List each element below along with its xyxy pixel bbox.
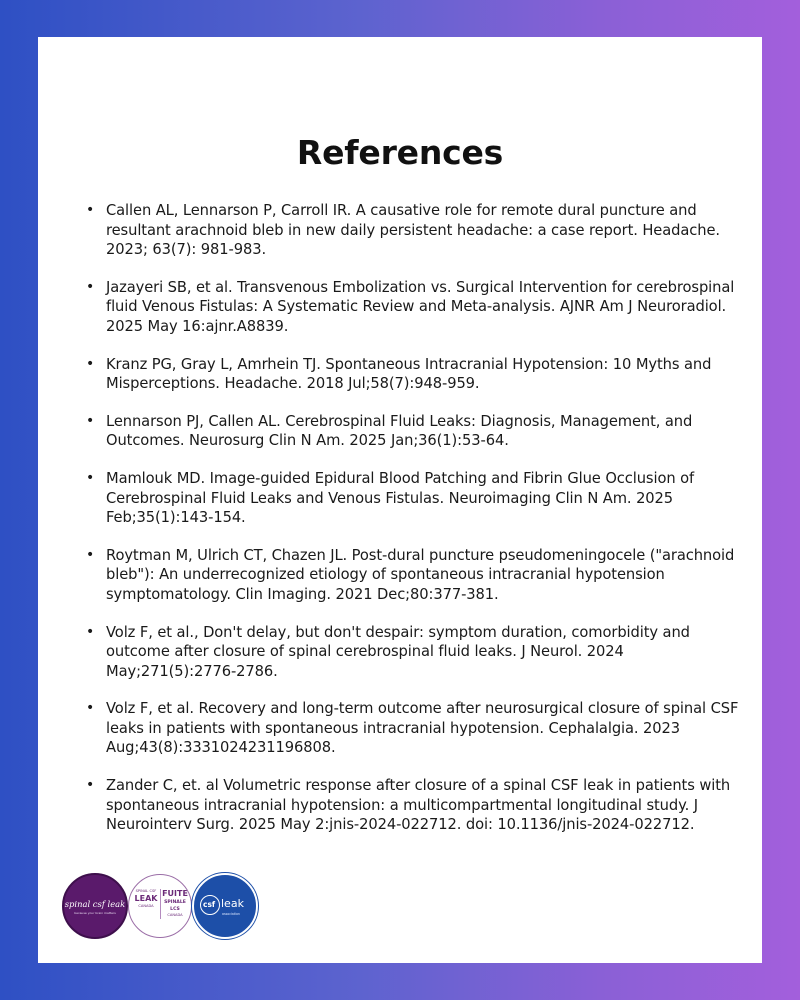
bullet-icon: • <box>86 355 95 372</box>
logo-1-tagline: because your brain matters <box>74 911 116 915</box>
reference-text: Volz F, et al., Don't delay, but don't despair: symptom duration, comorbidity and outcome after closure of spinal cerebrospinal fluid leaks. J Neurol. 2024 May;271(5):2776-2786. <box>106 623 690 680</box>
bullet-icon: • <box>86 469 95 486</box>
reference-text: Callen AL, Lennarson P, Carroll IR. A causative role for remote dural puncture and resultant arachnoid bleb in new daily persistent headache: a case report. Headache. 2023; 63(7): 981-983. <box>106 202 720 259</box>
bullet-icon: • <box>86 777 95 794</box>
logo-2-right-big: FUITE <box>162 889 188 898</box>
reference-text: Volz F, et al. Recovery and long-term outcome after neurosurgical closure of spinal CSF leaks in patients with spontaneous intracranial hypotension. Cephalalgia. 2023 Aug;43(8):3331024231196808. <box>106 700 739 757</box>
logo-3-word: leak <box>221 897 244 910</box>
logo-2-right-mid: SPINALE LCS <box>164 900 186 912</box>
reference-item <box>86 278 758 337</box>
reference-list <box>86 201 758 853</box>
spinal-csf-leak-logo <box>62 873 128 939</box>
reference-text: Roytman M, Ulrich CT, Chazen JL. Post-dural puncture pseudomeningocele ("arachnoid bleb"): An underrecognized etiology of spontaneous intracranial hypotension symptomatology. Clin Imaging. 2021 Dec;80:377-381. <box>106 546 735 603</box>
logo-3-tagline: association <box>222 912 240 916</box>
bullet-icon: • <box>86 700 95 717</box>
logo-3-mark: csf <box>203 900 216 909</box>
reference-item <box>86 546 758 605</box>
reference-text: Zander C, et. al Volumetric response after closure of a spinal CSF leak in patients with spontaneous intracranial hypotension: a multicompartmental longitudinal study. J Neurointerv Surg. 2025 May 2:jnis-2024-022712. doi: 10.1136/jnis-2024-022712. <box>106 777 731 834</box>
bullet-icon: • <box>86 278 95 295</box>
reference-item <box>86 776 758 835</box>
bullet-icon: • <box>86 546 95 563</box>
reference-item <box>86 469 758 528</box>
reference-text: Jazayeri SB, et al. Transvenous Embolization vs. Surgical Intervention for cerebrospinal fluid Venous Fistulas: A Systematic Review and Meta-analysis. AJNR Am J Neuroradiol. 2025 May 16:ajnr.A8839. <box>106 278 735 335</box>
bullet-icon: • <box>86 202 95 218</box>
reference-item <box>86 412 758 451</box>
logo-2-left-big: LEAK <box>134 894 158 903</box>
logo-2-right-bottom: CANADA <box>167 913 183 917</box>
logo-2-left-top: SPINAL CSF <box>135 889 157 893</box>
reference-item <box>86 355 758 394</box>
reference-item <box>86 699 758 758</box>
logo-1-text: spinal csf leak <box>64 899 126 909</box>
csf-leak-association-logo <box>192 873 258 939</box>
reference-text: Kranz PG, Gray L, Amrhein TJ. Spontaneous Intracranial Hypotension: 10 Myths and Misperceptions. Headache. 2018 Jul;58(7):948-959. <box>106 355 712 393</box>
reference-item <box>86 623 758 682</box>
reference-item <box>86 201 758 260</box>
logo-2-left <box>131 889 161 909</box>
reference-text: Mamlouk MD. Image-guided Epidural Blood Patching and Fibrin Glue Occlusion of Cerebrospinal Fluid Leaks and Venous Fistulas. Neuroimaging Clin N Am. 2025 Feb;35(1):143-154. <box>106 469 695 527</box>
bullet-icon: • <box>86 623 95 640</box>
logo-2-right <box>160 889 190 918</box>
logo-2-left-bottom: CANADA <box>138 904 154 908</box>
spinal-csf-leak-canada-logo <box>128 874 192 938</box>
partner-logos <box>62 871 262 941</box>
page-title: References <box>296 133 504 172</box>
references-card <box>38 37 762 963</box>
reference-text: Lennarson PJ, Callen AL. Cerebrospinal Fluid Leaks: Diagnosis, Management, and Outcomes. Neurosurg Clin N Am. 2025 Jan;36(1):53-64. <box>106 412 693 450</box>
bullet-icon: • <box>86 412 95 429</box>
